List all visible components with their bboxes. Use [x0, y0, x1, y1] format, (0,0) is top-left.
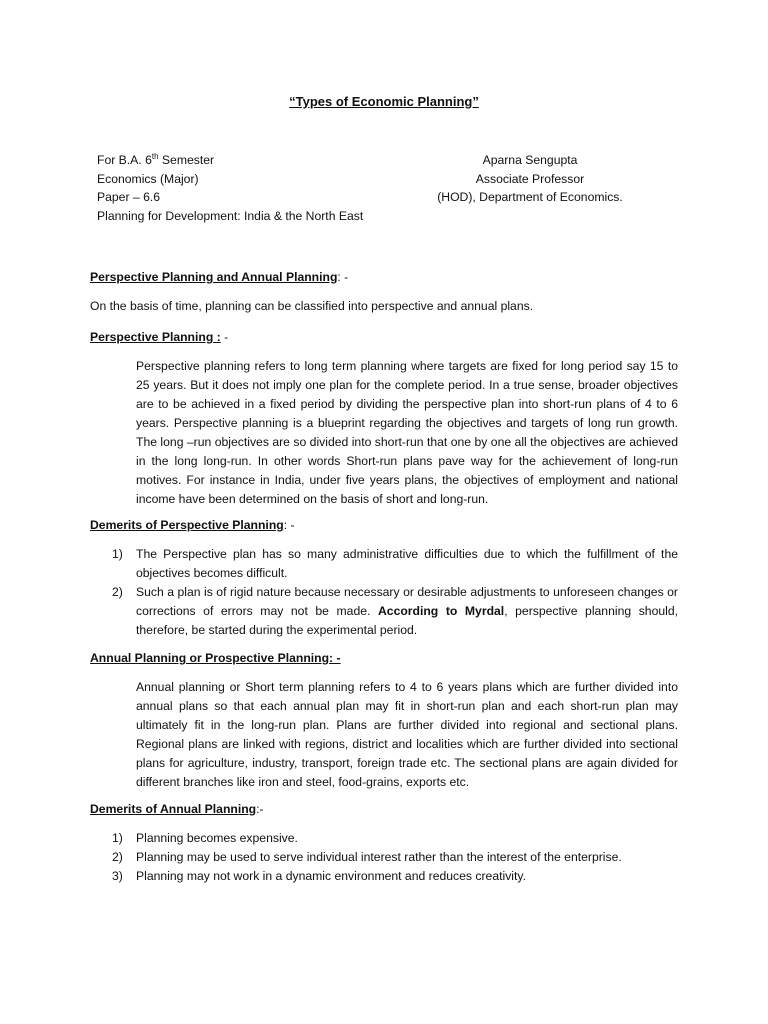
list-item-text: Planning may not work in a dynamic environment and reduces creativity. — [136, 869, 526, 883]
section-heading-demerits-perspective — [90, 516, 295, 535]
section-intro-text: On the basis of time, planning can be classified into perspective and annual plans. — [90, 299, 534, 313]
list-item — [112, 545, 678, 583]
list-item-text: , perspective planning should, therefore, be started during the experimental period. — [136, 604, 678, 637]
document-title: “Types of Economic Planning” — [289, 94, 479, 109]
list-number: 2) — [112, 585, 123, 599]
course-topic: Planning for Development: India & the North East — [97, 209, 364, 224]
course-semester-suffix: Semester — [158, 153, 215, 167]
demerits-perspective-list — [112, 545, 678, 640]
course-semester-prefix: For B.A. 6 — [97, 153, 152, 167]
section-heading-suffix: :- — [256, 802, 264, 816]
section-heading-suffix: - — [220, 330, 229, 344]
annual-paragraph: Annual planning or Short term planning refers to 4 to 6 years plans which are further divided into annual plans so that each annual plan may fit in short-run plan and each short-run plan may ultimately fit in the long-run plan. Plans are further divided into regional and sectional plans. Regional plans are linked with regions, district and localities which are further divided into sectional plans for agriculture, industry, transport, foreign trade etc. The sectional plans are again divided for different branches like iron and steel, food-grains, exports etc. — [136, 680, 678, 789]
section-heading-suffix: : - — [283, 518, 295, 532]
section-heading-perspective-annual — [90, 268, 348, 287]
author-name: Aparna Sengupta — [482, 153, 578, 167]
list-number: 3) — [112, 869, 123, 883]
list-item-text: The Perspective plan has so many administrative difficulties due to which the fulfillment of the objectives becomes difficult. — [136, 547, 678, 580]
section-heading-suffix: : - — [337, 270, 349, 284]
list-item — [112, 867, 678, 886]
section-heading-perspective — [90, 328, 228, 347]
author-title: Associate Professor — [475, 171, 585, 186]
demerits-annual-list — [112, 829, 678, 886]
list-item-text: Planning may be used to serve individual interest rather than the interest of the enterprise. — [136, 850, 622, 864]
section-heading-demerits-annual — [90, 800, 264, 819]
list-number: 1) — [112, 547, 123, 561]
course-subject: Economics (Major) — [97, 171, 199, 186]
list-item — [112, 583, 678, 640]
section-heading-text: Perspective Planning and Annual Planning — [90, 270, 338, 284]
list-item-bold-text: According to Myrdal — [377, 604, 505, 618]
course-paper: Paper – 6.6 — [97, 190, 161, 205]
course-semester — [97, 151, 363, 170]
list-item — [112, 829, 678, 848]
course-semester-sup: th — [151, 151, 159, 161]
list-item-text: Such a plan is of rigid nature because necessary or desirable adjustments to unforeseen changes or corrections of errors may not be made. — [136, 585, 678, 618]
list-item-text: Planning becomes expensive. — [136, 831, 298, 845]
course-info — [97, 151, 363, 226]
perspective-paragraph: Perspective planning refers to long term planning where targets are fixed for long period say 15 to 25 years. But it does not imply one plan for the complete period. In a true sense, broader objectives are to be achieved in a fixed period by dividing the perspective plan into short-run plans of 4 to 6 years. Perspective planning is a blueprint regarding the objectives and targets of long run growth. The long –run objectives are so divided into short-run that one by one all the objectives are achieved in the long long-run. In other words Short-run plans pave way for the achievement of long-run motives. For instance in India, under five years plans, the objectives of employment and national income have been determined on the basis of short and long-run. — [136, 359, 678, 506]
list-number: 2) — [112, 850, 123, 864]
section-heading-text: Demerits of Annual Planning — [90, 802, 257, 816]
section-heading-annual: Annual Planning or Prospective Planning: - — [90, 651, 341, 665]
author-department: (HOD), Department of Economics. — [437, 190, 623, 205]
author-info — [430, 151, 630, 207]
list-item — [112, 848, 678, 867]
section-heading-text: Demerits of Perspective Planning — [90, 518, 284, 532]
list-number: 1) — [112, 831, 123, 845]
section-heading-text: Perspective Planning : — [90, 330, 221, 344]
